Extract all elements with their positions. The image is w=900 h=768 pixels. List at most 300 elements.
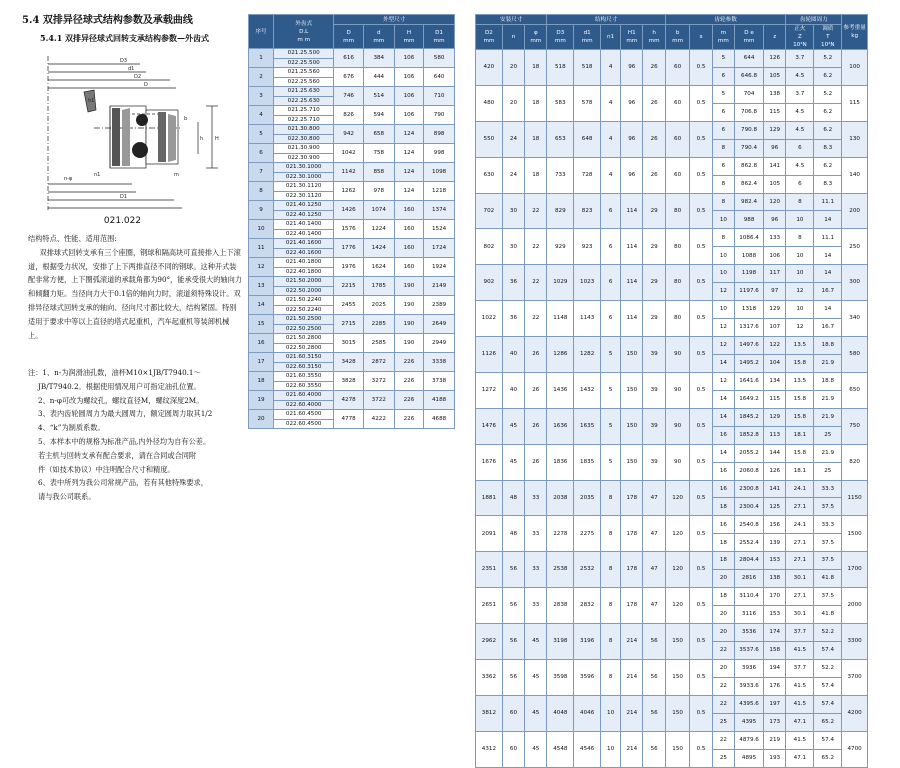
gear-z-cell: 129 xyxy=(764,121,786,139)
header-n1: n1 xyxy=(601,25,621,50)
gear-De-cell: 790.8 xyxy=(735,121,764,139)
gear-m-cell: 22 xyxy=(712,695,734,713)
model-cell xyxy=(274,277,334,296)
gear-De-cell: 1641.6 xyxy=(735,372,764,390)
D3-cell: 4048 xyxy=(547,695,574,731)
seq-cell: 6 xyxy=(249,144,274,163)
model-cell xyxy=(274,410,334,429)
dim-d-cell: 1624 xyxy=(363,258,394,277)
gear-m-cell: 16 xyxy=(712,516,734,534)
dim-d-cell: 4222 xyxy=(363,410,394,429)
dim-H-cell: 124 xyxy=(394,144,424,163)
gear-z-cell: 158 xyxy=(764,641,786,659)
gear-z-cell: 104 xyxy=(764,354,786,372)
table-row xyxy=(476,229,868,247)
gear-De-cell: 2540.8 xyxy=(735,516,764,534)
note-line: 5、本样本中的规格为标准产品,内外径均为自有公差。 xyxy=(38,436,211,446)
b-cell: 80 xyxy=(665,229,690,265)
dim-D1-cell: 640 xyxy=(424,68,455,87)
dim-H-cell: 124 xyxy=(394,163,424,182)
phi-cell: 26 xyxy=(525,337,547,373)
n1-cell: 4 xyxy=(601,50,621,86)
gear-Z-cell: 27.1 xyxy=(786,534,814,552)
gear-Z-cell: 8 xyxy=(786,193,814,211)
label-d2: D2 xyxy=(134,74,142,80)
header-gear-group: 齿轮参数 xyxy=(665,15,786,25)
seq-cell: 20 xyxy=(249,410,274,429)
dim-D1-cell: 1098 xyxy=(424,163,455,182)
model-code: 021.40.1250 xyxy=(274,201,333,211)
H1-cell: 114 xyxy=(621,193,643,229)
outline-dimensions-table xyxy=(248,14,455,429)
dim-H-cell: 160 xyxy=(394,239,424,258)
model-code: 022.30.900 xyxy=(287,154,320,161)
gear-T-cell: 37.5 xyxy=(814,588,842,606)
gear-m-cell: 14 xyxy=(712,408,734,426)
gear-De-cell: 1497.6 xyxy=(735,337,764,355)
model-cell xyxy=(274,239,334,258)
D2-cell: 2091 xyxy=(476,516,503,552)
model-code: 022.60.3550 xyxy=(285,382,322,389)
table-row xyxy=(249,87,455,106)
b-cell: 90 xyxy=(665,444,690,480)
gear-T-cell: 57.4 xyxy=(814,641,842,659)
table-row xyxy=(476,659,868,677)
weight-cell: 250 xyxy=(842,229,868,265)
gear-Z-cell: 27.1 xyxy=(786,588,814,606)
model-code: 021.40.1800 xyxy=(274,258,333,268)
table-row xyxy=(476,695,868,713)
h-cell: 39 xyxy=(643,444,665,480)
header-seq: 序号 xyxy=(249,15,274,49)
notes-section xyxy=(28,366,243,504)
D2-cell: 1272 xyxy=(476,372,503,408)
model-code: 022.25.500 xyxy=(287,59,320,66)
header-install-group: 安装尺寸 xyxy=(476,15,547,25)
D3-cell: 1436 xyxy=(547,372,574,408)
x-cell: 0.5 xyxy=(690,157,712,193)
n-cell: 20 xyxy=(502,50,524,86)
model-cell xyxy=(274,353,334,372)
table-row xyxy=(476,516,868,534)
table-row xyxy=(249,144,455,163)
gear-De-cell: 1198 xyxy=(735,265,764,283)
gear-De-cell: 1317.6 xyxy=(735,319,764,337)
gear-T-cell: 5.2 xyxy=(814,50,842,68)
gear-T-cell: 14 xyxy=(814,265,842,283)
gear-z-cell: 106 xyxy=(764,247,786,265)
dim-H-cell: 106 xyxy=(394,49,424,68)
gear-T-cell: 52.2 xyxy=(814,659,842,677)
model-code: 022.50.2000 xyxy=(285,287,322,294)
weight-cell: 580 xyxy=(842,337,868,373)
n-cell: 56 xyxy=(502,588,524,624)
dim-H-cell: 190 xyxy=(394,296,424,315)
dim-D-cell: 676 xyxy=(334,68,364,87)
gear-z-cell: 144 xyxy=(764,444,786,462)
gear-Z-cell: 37.7 xyxy=(786,659,814,677)
model-code: 021.40.1400 xyxy=(274,220,333,230)
seq-cell: 1 xyxy=(249,49,274,68)
gear-De-cell: 3116 xyxy=(735,606,764,624)
dim-D-cell: 826 xyxy=(334,106,364,125)
n1-cell: 6 xyxy=(601,193,621,229)
h-cell: 56 xyxy=(643,659,665,695)
h-cell: 47 xyxy=(643,588,665,624)
n-cell: 60 xyxy=(502,695,524,731)
n-cell: 20 xyxy=(502,85,524,121)
gear-z-cell: 219 xyxy=(764,731,786,749)
dim-H-cell: 160 xyxy=(394,201,424,220)
gear-m-cell: 8 xyxy=(712,175,734,193)
D3-cell: 733 xyxy=(547,157,574,193)
D2-cell: 902 xyxy=(476,265,503,301)
model-code: 022.25.630 xyxy=(287,97,320,104)
b-cell: 90 xyxy=(665,337,690,373)
x-cell: 0.5 xyxy=(690,193,712,229)
model-cell xyxy=(274,220,334,239)
phi-cell: 33 xyxy=(525,552,547,588)
weight-cell: 2000 xyxy=(842,588,868,624)
gear-Z-cell: 8 xyxy=(786,229,814,247)
table-row xyxy=(249,334,455,353)
model-code: 022.25.560 xyxy=(287,78,320,85)
model-code: 021.50.2800 xyxy=(274,334,333,344)
phi-cell: 33 xyxy=(525,588,547,624)
gear-T-cell: 11.1 xyxy=(814,229,842,247)
gear-T-cell: 11.1 xyxy=(814,193,842,211)
dim-D-cell: 3828 xyxy=(334,372,364,391)
n-cell: 24 xyxy=(502,157,524,193)
phi-cell: 18 xyxy=(525,121,547,157)
gear-m-cell: 12 xyxy=(712,319,734,337)
gear-T-cell: 33.3 xyxy=(814,480,842,498)
n-cell: 56 xyxy=(502,552,524,588)
weight-cell: 3700 xyxy=(842,659,868,695)
h-cell: 56 xyxy=(643,695,665,731)
model-cell xyxy=(274,49,334,68)
dim-d-cell: 2025 xyxy=(363,296,394,315)
dim-D1-cell: 998 xyxy=(424,144,455,163)
model-cell xyxy=(274,372,334,391)
seq-cell: 16 xyxy=(249,334,274,353)
header-D2: D2 mm xyxy=(476,25,503,50)
gear-z-cell: 113 xyxy=(764,426,786,444)
gear-z-cell: 115 xyxy=(764,390,786,408)
gear-De-cell: 3536 xyxy=(735,624,764,642)
D3-cell: 929 xyxy=(547,229,574,265)
gear-m-cell: 12 xyxy=(712,372,734,390)
weight-cell: 300 xyxy=(842,265,868,301)
h-cell: 29 xyxy=(643,193,665,229)
gear-De-cell: 1495.2 xyxy=(735,354,764,372)
gear-De-cell: 862.8 xyxy=(735,157,764,175)
gear-De-cell: 3933.6 xyxy=(735,677,764,695)
seq-cell: 5 xyxy=(249,125,274,144)
gear-Z-cell: 4.5 xyxy=(786,121,814,139)
model-cell xyxy=(274,182,334,201)
D2-cell: 4312 xyxy=(476,731,503,767)
phi-cell: 45 xyxy=(525,695,547,731)
header-D3: D3 mm xyxy=(547,25,574,50)
h-cell: 47 xyxy=(643,516,665,552)
gear-T-cell: 16.7 xyxy=(814,283,842,301)
model-code: 021.30.800 xyxy=(274,125,333,135)
D3-cell: 829 xyxy=(547,193,574,229)
model-code: 022.50.2240 xyxy=(285,306,322,313)
seq-cell: 8 xyxy=(249,182,274,201)
left-text-panel xyxy=(0,0,245,552)
x-cell: 0.5 xyxy=(690,552,712,588)
b-cell: 150 xyxy=(665,624,690,660)
gear-Z-cell: 30.1 xyxy=(786,570,814,588)
table-row xyxy=(249,296,455,315)
weight-cell: 750 xyxy=(842,408,868,444)
d1-cell: 3596 xyxy=(574,659,601,695)
x-cell: 0.5 xyxy=(690,695,712,731)
b-cell: 60 xyxy=(665,121,690,157)
H1-cell: 150 xyxy=(621,444,643,480)
gear-T-cell: 6.2 xyxy=(814,121,842,139)
gear-m-cell: 10 xyxy=(712,301,734,319)
n-cell: 30 xyxy=(502,193,524,229)
D2-cell: 420 xyxy=(476,50,503,86)
header-b: b mm xyxy=(665,25,690,50)
gear-m-cell: 16 xyxy=(712,480,734,498)
n1-cell: 5 xyxy=(601,372,621,408)
gear-De-cell: 1852.8 xyxy=(735,426,764,444)
dim-D1-cell: 2389 xyxy=(424,296,455,315)
model-cell xyxy=(274,125,334,144)
label-d3: D3 xyxy=(120,58,128,64)
b-cell: 120 xyxy=(665,516,690,552)
note-line: JB/T7940.2。根据使用情况用户可指定油孔位置。 xyxy=(38,381,201,391)
gear-De-cell: 3537.6 xyxy=(735,641,764,659)
dim-D-cell: 2455 xyxy=(334,296,364,315)
dim-D-cell: 1426 xyxy=(334,201,364,220)
b-cell: 150 xyxy=(665,659,690,695)
x-cell: 0.5 xyxy=(690,337,712,373)
gear-z-cell: 194 xyxy=(764,659,786,677)
gear-z-cell: 141 xyxy=(764,480,786,498)
gear-Z-cell: 3.7 xyxy=(786,85,814,103)
seq-cell: 11 xyxy=(249,239,274,258)
seq-cell: 9 xyxy=(249,201,274,220)
gear-Z-cell: 4.5 xyxy=(786,103,814,121)
model-cell xyxy=(274,87,334,106)
gear-z-cell: 133 xyxy=(764,229,786,247)
n1-cell: 5 xyxy=(601,444,621,480)
gear-m-cell: 22 xyxy=(712,731,734,749)
header-n: n xyxy=(502,25,524,50)
h-cell: 26 xyxy=(643,85,665,121)
gear-T-cell: 21.9 xyxy=(814,444,842,462)
x-cell: 0.5 xyxy=(690,408,712,444)
dim-D1-cell: 898 xyxy=(424,125,455,144)
model-code: 022.30.1120 xyxy=(285,192,322,199)
D2-cell: 480 xyxy=(476,85,503,121)
table-row xyxy=(476,121,868,139)
cross-section-drawing xyxy=(24,50,236,212)
n1-cell: 6 xyxy=(601,301,621,337)
d1-cell: 518 xyxy=(574,50,601,86)
h-cell: 26 xyxy=(643,157,665,193)
seq-cell: 13 xyxy=(249,277,274,296)
gear-z-cell: 173 xyxy=(764,713,786,731)
gear-z-cell: 105 xyxy=(764,175,786,193)
n-cell: 45 xyxy=(502,444,524,480)
n1-cell: 8 xyxy=(601,659,621,695)
D3-cell: 4548 xyxy=(547,731,574,767)
gear-T-cell: 14 xyxy=(814,211,842,229)
table-row xyxy=(249,372,455,391)
dim-D-cell: 1262 xyxy=(334,182,364,201)
x-cell: 0.5 xyxy=(690,301,712,337)
gear-T-cell: 41.8 xyxy=(814,606,842,624)
D2-cell: 1676 xyxy=(476,444,503,480)
gear-m-cell: 6 xyxy=(712,67,734,85)
phi-cell: 22 xyxy=(525,301,547,337)
dim-D-cell: 2715 xyxy=(334,315,364,334)
table-row xyxy=(476,301,868,319)
seq-cell: 15 xyxy=(249,315,274,334)
D2-cell: 1476 xyxy=(476,408,503,444)
n-cell: 48 xyxy=(502,516,524,552)
H1-cell: 96 xyxy=(621,50,643,86)
D3-cell: 583 xyxy=(547,85,574,121)
note-line: 若主机与回转支承有配合要求，请在合同或合同附 xyxy=(38,450,197,460)
gear-Z-cell: 6 xyxy=(786,175,814,193)
D2-cell: 2962 xyxy=(476,624,503,660)
model-code: 022.40.1600 xyxy=(285,249,322,256)
d1-cell: 1023 xyxy=(574,265,601,301)
dim-d-cell: 1785 xyxy=(363,277,394,296)
H1-cell: 178 xyxy=(621,480,643,516)
gear-m-cell: 8 xyxy=(712,193,734,211)
gear-m-cell: 18 xyxy=(712,498,734,516)
dim-d-cell: 3722 xyxy=(363,391,394,410)
table-row xyxy=(249,49,455,68)
gear-Z-cell: 12 xyxy=(786,319,814,337)
b-cell: 90 xyxy=(665,408,690,444)
phi-cell: 26 xyxy=(525,372,547,408)
gear-De-cell: 3936 xyxy=(735,659,764,677)
x-cell: 0.5 xyxy=(690,624,712,660)
H1-cell: 178 xyxy=(621,588,643,624)
gear-z-cell: 97 xyxy=(764,283,786,301)
d1-cell: 2832 xyxy=(574,588,601,624)
dim-D1-cell: 3338 xyxy=(424,353,455,372)
dim-d-cell: 594 xyxy=(363,106,394,125)
gear-Z-cell: 47.1 xyxy=(786,749,814,767)
note-line: 请与我公司联系。 xyxy=(38,492,96,502)
d1-cell: 2035 xyxy=(574,480,601,516)
gear-T-cell: 41.8 xyxy=(814,570,842,588)
table-row xyxy=(476,624,868,642)
weight-cell: 1700 xyxy=(842,552,868,588)
model-code: 022.40.1800 xyxy=(285,268,322,275)
d1-cell: 3196 xyxy=(574,624,601,660)
gear-De-cell: 4879.6 xyxy=(735,731,764,749)
table-row xyxy=(476,408,868,426)
h-cell: 47 xyxy=(643,552,665,588)
b-cell: 80 xyxy=(665,265,690,301)
gear-m-cell: 16 xyxy=(712,462,734,480)
n-cell: 56 xyxy=(502,659,524,695)
D2-cell: 550 xyxy=(476,121,503,157)
seq-cell: 18 xyxy=(249,372,274,391)
model-code: 022.50.2500 xyxy=(285,325,322,332)
gear-De-cell: 862.4 xyxy=(735,175,764,193)
figure-caption: 021.022 xyxy=(103,216,142,226)
gear-De-cell: 2552.4 xyxy=(735,534,764,552)
gear-De-cell: 790.4 xyxy=(735,139,764,157)
gear-Z-cell: 15.8 xyxy=(786,390,814,408)
weight-cell: 115 xyxy=(842,85,868,121)
dim-D-cell: 1776 xyxy=(334,239,364,258)
d1-cell: 2532 xyxy=(574,552,601,588)
header-outline-group: 外型尺寸 xyxy=(334,15,455,25)
note-line: 件（如技术协议）中注明配合尺寸和精度。 xyxy=(38,464,175,474)
x-cell: 0.5 xyxy=(690,50,712,86)
n-cell: 24 xyxy=(502,121,524,157)
label-m: m xyxy=(174,172,179,178)
dim-d-cell: 2872 xyxy=(363,353,394,372)
dim-D1-cell: 1524 xyxy=(424,220,455,239)
gear-z-cell: 129 xyxy=(764,408,786,426)
features-section xyxy=(28,232,243,342)
gear-z-cell: 193 xyxy=(764,749,786,767)
H1-cell: 96 xyxy=(621,157,643,193)
h-cell: 26 xyxy=(643,50,665,86)
H1-cell: 114 xyxy=(621,229,643,265)
gear-z-cell: 96 xyxy=(764,139,786,157)
label-n1: n1 xyxy=(94,172,101,178)
H1-cell: 96 xyxy=(621,85,643,121)
weight-cell: 4700 xyxy=(842,731,868,767)
b-cell: 60 xyxy=(665,50,690,86)
table-row xyxy=(249,258,455,277)
model-code: 021.25.630 xyxy=(274,87,333,97)
dim-d-cell: 2585 xyxy=(363,334,394,353)
gear-Z-cell: 47.1 xyxy=(786,713,814,731)
model-cell xyxy=(274,163,334,182)
gear-m-cell: 18 xyxy=(712,534,734,552)
header-d: d mm xyxy=(363,25,394,49)
header-Z: 正火 Z 10⁴N xyxy=(786,25,814,50)
dim-D-cell: 746 xyxy=(334,87,364,106)
dim-D-cell: 942 xyxy=(334,125,364,144)
n1-cell: 8 xyxy=(601,516,621,552)
model-code: 021.30.1120 xyxy=(274,182,333,192)
model-code: 021.60.3150 xyxy=(274,353,333,363)
label-h: H xyxy=(215,136,219,142)
gear-z-cell: 139 xyxy=(764,534,786,552)
table-row xyxy=(249,239,455,258)
d1-cell: 2275 xyxy=(574,516,601,552)
dim-D-cell: 1576 xyxy=(334,220,364,239)
weight-cell: 3300 xyxy=(842,624,868,660)
d1-cell: 1282 xyxy=(574,337,601,373)
model-code: 022.30.800 xyxy=(287,135,320,142)
model-cell xyxy=(274,315,334,334)
n1-cell: 6 xyxy=(601,229,621,265)
gear-De-cell: 2300.4 xyxy=(735,498,764,516)
H1-cell: 150 xyxy=(621,408,643,444)
phi-cell: 22 xyxy=(525,229,547,265)
header-H: H mm xyxy=(394,25,424,49)
dim-d-cell: 1074 xyxy=(363,201,394,220)
